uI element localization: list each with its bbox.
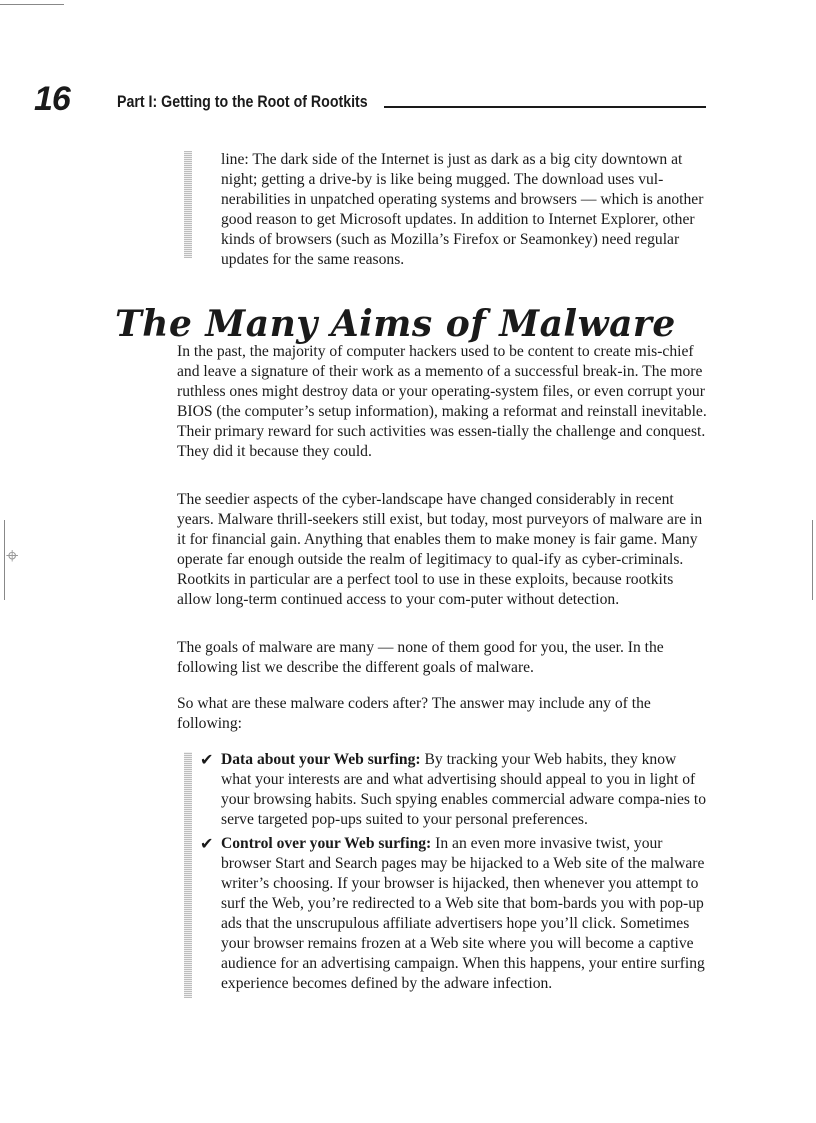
check-icon: ✔ — [200, 750, 214, 769]
section-title: The Many Aims of Malware — [115, 303, 676, 345]
list-item-term: Control over your Web surfing: — [221, 835, 432, 852]
body-paragraph-2: The seedier aspects of the cyber-landscape have changed considerably in recent years. Malware thrill-seekers still exist, but today, most purveyors of malware are in it for financial gain. Anything that enables them to make money is fair game. Many operate far enough outside the realm of legitimacy to qual-ify as cyber-criminals. Rootkits in particular are a perfect tool to use in these exploits, because rootkits allow long-term continued access to your com-puter without detection. — [177, 491, 703, 608]
page-header — [34, 82, 706, 116]
body-paragraph-4: So what are these malware coders after? The answer may include any of the following: — [177, 695, 651, 732]
continued-paragraph: line: The dark side of the Internet is just as dark as a big city downtown at night; getting a drive-by is like being mugged. The download uses vul-nerabilities in unpatched operating systems and browsers — which is another good reason to get Microsoft updates. In addition to Internet Explorer, other kinds of browsers (such as Mozilla’s Firefox or Seamonkey) need regular updates for the same reasons. — [221, 151, 704, 268]
list-item-text — [221, 750, 707, 830]
crop-mark-right — [812, 520, 813, 600]
header-rule — [384, 106, 706, 108]
body-paragraph-1: In the past, the majority of computer hackers used to be content to create mis-chief and leave a signature of their work as a memento of a successful break-in. The more ruthless ones might destroy data or your operating-system files, or even corrupt your BIOS (the computer’s setup information), making a reformat and reinstall inevitable. Their primary reward for such activities was essen-tially the challenge and conquest. They did it because they could. — [177, 343, 707, 460]
bullet-list-bar — [184, 752, 192, 998]
list-item-term: Data about your Web surfing: — [221, 751, 421, 768]
page-number: 16 — [34, 80, 70, 118]
body-paragraph-3: The goals of malware are many — none of them good for you, the user. In the following list we describe the different goals of malware. — [177, 639, 664, 676]
list-item-body: By tracking your Web habits, they know what your interests are and what advertising should appeal to you in light of your browsing habits. Such spying enables commercial adware compa-nies to serve targeted pop-ups suited to your personal preferences. — [221, 751, 707, 828]
crop-mark-top — [0, 4, 64, 5]
list-item-body: In an even more invasive twist, your browser Start and Search pages may be hijacked to a Web site of the malware writer’s choosing. If your browser is hijacked, then whenever you attempt to surf the Web, you’re redirected to a Web site that bom-bards you with pop-up ads that the unscrupulous affiliate advertisers hope you’ll click. Sometimes your browser remains frozen at a Web site where you will become a captive audience for an advertising campaign. When this happens, your entire surfing experience becomes defined by the adware infection. — [221, 835, 705, 992]
registration-mark-icon: ⌖ — [6, 544, 19, 569]
crop-mark-left — [4, 520, 5, 600]
running-head: Part I: Getting to the Root of Rootkits — [117, 93, 368, 111]
sidebar-bar — [184, 151, 192, 258]
list-item-text — [221, 834, 707, 994]
check-icon: ✔ — [200, 834, 214, 853]
